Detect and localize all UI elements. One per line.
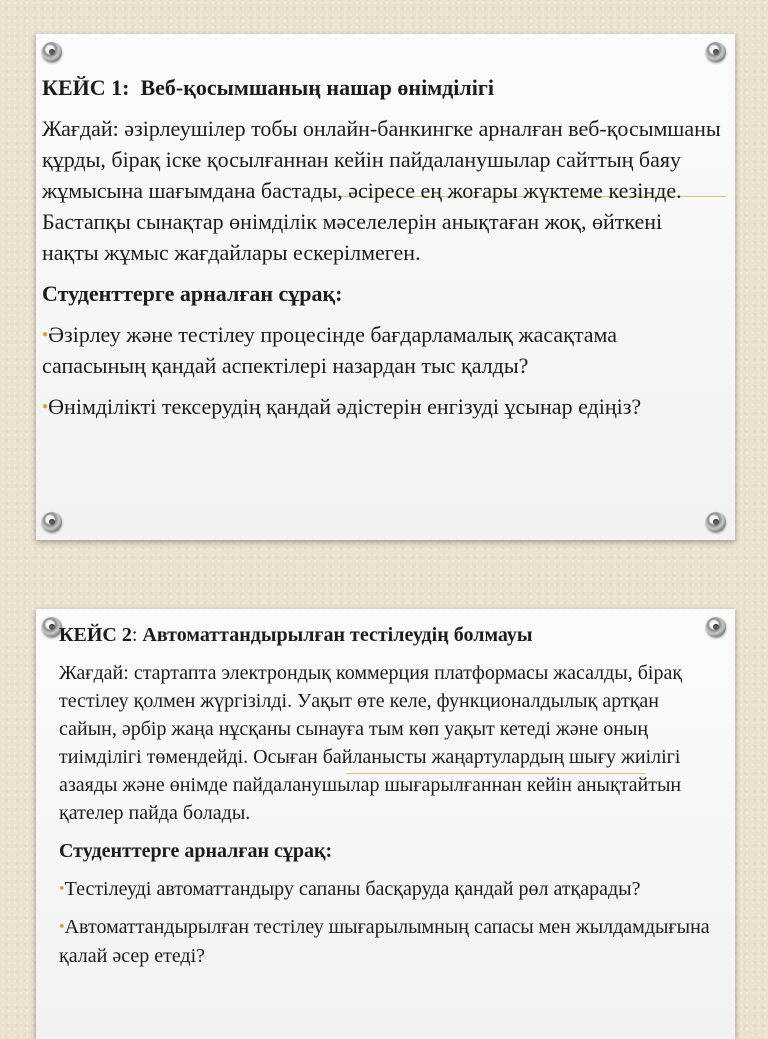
case-1-slide <box>36 34 735 540</box>
pin-icon <box>42 512 62 532</box>
bullet-icon: • <box>59 880 65 898</box>
case-2-content <box>59 621 719 980</box>
case-1-situation: Жағдай: әзірлеушілер тобы онлайн-банкингке арналған веб-қосымшаны құрды, бірақ іске қосылғаннан кейін пайдаланушылар сайттың баяу жұмысына шағымдана бастады, әсіресе ең жоғары жүктеме кезінде. Бастапқы сынақтар өнімділік мәселелерін анықтаған жоқ, өйткені нақты жұмыс жағдайлары ескерілмеген. <box>42 116 721 265</box>
bullet-icon: • <box>59 918 65 936</box>
case-1-title-main: Веб-қосымшаның нашар өнімділігі <box>140 75 494 100</box>
pin-icon <box>42 42 62 62</box>
case-1-bullet <box>42 319 724 381</box>
bullet-icon: • <box>42 396 49 417</box>
case-1-bullet-text: Әзірлеу және тестілеу процесінде бағдарламалық жасақтама сапасының қандай аспектілері назардан тыс қалды? <box>42 322 618 379</box>
case-1-bullet <box>42 391 724 422</box>
case-2-title-main: Автоматтандырылған тестілеудің болмауы <box>142 624 533 646</box>
case-2-bullet-text: Тестілеуді автоматтандыру сапаны басқаруда қандай рөл атқарады? <box>64 878 641 900</box>
case-2-title-prefix: КЕЙС 2 <box>59 624 132 646</box>
case-2-bullet <box>59 913 719 969</box>
case-1-bullet-text: Өнімділікті тексерудің қандай әдістерін енгізуді ұсынар едіңіз? <box>48 394 642 420</box>
case-2-bullet <box>59 875 719 903</box>
case-2-question-title: Студенттерге арналған сұрақ: <box>59 840 333 862</box>
pin-icon <box>706 512 726 532</box>
case-2-situation: Жағдай: стартапта электрондық коммерция платформасы жасалды, бірақ тестілеу қолмен жүргізілді. Уақыт өте келе, функционалдылық артқан сайын, әрбір жаңа нұсқаны сынауға тым көп уақыт кетеді және оның тиімділігі төмендейді. Осыған байланысты жаңартулардың шығу жиілігі азаяды және өнімде пайдаланушылар шығарылғаннан кейін анықтайтын қателер пайда болады. <box>59 662 683 824</box>
case-1-question-title: Студенттерге арналған сұрақ: <box>42 281 343 306</box>
case-2-bullet-text: Автоматтандырылған тестілеу шығарылымның сапасы мен жылдамдығына қалай әсер етеді? <box>59 916 710 967</box>
case-1-title-prefix: КЕЙС 1: <box>42 75 130 100</box>
case-2-title-separator: : <box>131 624 143 646</box>
case-1-title <box>42 72 724 103</box>
pin-icon <box>706 42 726 62</box>
case-2-slide <box>36 609 735 1039</box>
case-1-content <box>42 72 724 433</box>
bullet-icon: • <box>42 324 49 345</box>
case-2-title <box>59 621 719 649</box>
